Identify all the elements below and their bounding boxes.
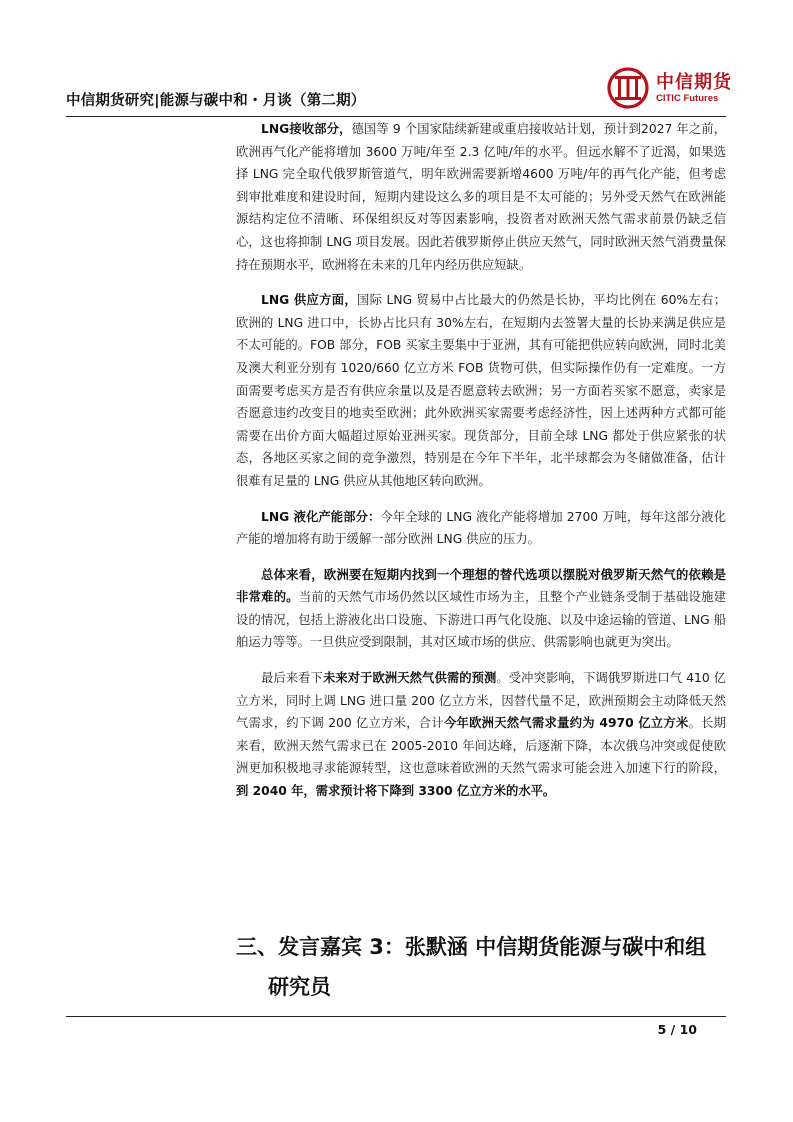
paragraph-lng-receiving	[236, 118, 726, 276]
section-heading-line1: 三、发言嘉宾 3：张默涵 中信期货能源与碳中和组	[236, 935, 707, 959]
citic-futures-logo	[606, 66, 732, 112]
logo-english-name: CITIC Futures	[656, 93, 719, 104]
paragraph-lead: LNG 液化产能部分：	[261, 509, 381, 524]
paragraph-text: 今年全球的 LNG 液化产能将增加 2700 万吨，每年这部分液化产能的增加将有助于缓解一部分欧洲 LNG 供应的压力。	[236, 509, 726, 547]
paragraph-text: 最后来看下	[261, 671, 323, 686]
page-number: 5 / 10	[657, 1022, 697, 1037]
page-header	[66, 60, 732, 116]
paragraph-lng-supply	[236, 289, 726, 492]
section-heading-line2: 研究员	[268, 975, 331, 999]
paragraph-lead: LNG 供应方面，	[261, 293, 358, 308]
header-divider	[66, 116, 726, 117]
paragraph-forecast	[236, 667, 726, 803]
footer-divider	[66, 1016, 726, 1017]
paragraph-text: 。长期来看，欧洲天然气需求已在 2005-2010 年间达峰，后逐渐下降，本次俄乌冲突或促使欧洲更加积极地寻求能源转型，这也意味着欧洲的天然气需求可能会进入加速下行的阶段，	[236, 716, 726, 776]
paragraph-text: 当前的天然气市场仍然以区域性市场为主，且整个产业链条受制于基础设施建设的情况，包括上游液化出口设施、下游进口再气化设施、以及中途运输的管道、LNG 船舶运力等等。一旦供应受到限制，其对区域市场的供应、供需影响也就更为突出。	[236, 590, 726, 650]
paragraph-lead: LNG接收部分，	[261, 122, 352, 136]
section-heading	[236, 927, 726, 1007]
paragraph-text: 国际 LNG 贸易中占比最大的仍然是长协，平均比例在 60%左右；欧洲的 LNG 进口中，长协占比只有 30%左右，在短期内去签署大量的长协来满足供应是不太可能的。FOB 部分，FOB 买家主要集中于亚洲，其有可能把供应转向欧洲，同时北美及澳大利亚分别有 1020/660 亿立方米 FOB 货物可供，但实际操作仍有一定难度。一方面需要考虑买方是否有供应余量以及是否愿意转去欧洲；另一方面若买家不愿意，卖家是否愿意违约改变目的地卖至欧洲；此外欧洲买家需要考虑经济性，因上述两种方式都可能需要在出价方面大幅超过原始亚洲买家。现货部分，目前全球 LNG 都处于供应紧张的状态，各地区买家之间的竞争激烈，特别是在今年下半年，北半球都会为冬储做准备，估计很难有足量的 LNG 供应从其他地区转向欧洲。	[236, 293, 726, 488]
paragraph-lead: 总体来看，欧洲要在短期内找到一个理想的替代选项以摆脱对俄罗斯天然气的依赖是非常难的。	[236, 567, 726, 605]
paragraph-emphasis: 到 2040 年，需求预计将下降到 3300 亿立方米的水平。	[236, 784, 556, 799]
report-title: 中信期货研究|能源与碳中和・月谈（第二期）	[66, 93, 366, 109]
paragraph-overall	[236, 564, 726, 654]
paragraph-lng-liquefaction	[236, 506, 726, 551]
paragraph-emphasis: 未来对于欧洲天然气供需的预测	[322, 671, 497, 686]
body-content	[236, 118, 726, 816]
paragraph-emphasis: 今年欧洲天然气需求量约为 4970 亿立方米	[443, 716, 689, 731]
logo-chinese-name: 中信期货	[656, 72, 732, 93]
citic-logo-icon	[606, 66, 650, 110]
paragraph-text: 。受冲突影响，下调俄罗斯进口气 410 亿立方米，同时上调 LNG 进口量 200 亿立方米，因替代量不足，欧洲预期会主动降低天然气需求，约下调 200 亿立方米，合计	[236, 671, 726, 731]
paragraph-text: 德国等 9 个国家陆续新建或重启接收站计划，预计到2027 年之前，欧洲再气化产能将增加 3600 万吨/年至 2.3 亿吨/年的水平。但远水解不了近渴，如果选择 LNG 完全取代俄罗斯管道气，明年欧洲需要新增4600 万吨/年的再气化产能，但考虑到审批难度和建设时间，短期内建设这么多的项目是不太可能的；另外受天然气在欧洲能源结构定位不清晰、环保组织反对等因素影响，投资者对欧洲天然气需求前景仍缺乏信心，这也将抑制 LNG 项目发展。因此若俄罗斯停止供应天然气，同时欧洲天然气消费量保持在预期水平，欧洲将在未来的几年内经历供应短缺。	[236, 122, 726, 272]
